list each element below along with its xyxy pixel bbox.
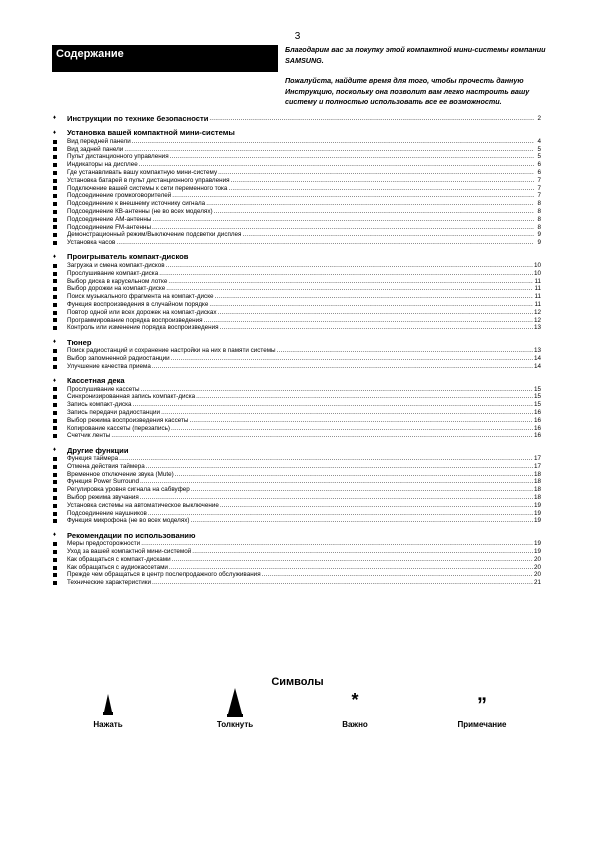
toc-page-number: 12	[533, 316, 541, 324]
dot-leader	[191, 486, 533, 494]
toc-page-number: 8	[537, 200, 541, 208]
toc-page-number: 7	[537, 176, 541, 184]
toc-page-number: 4	[537, 137, 541, 145]
diamond-bullet-icon: ♦	[53, 339, 57, 346]
toc-entry-label: Вид передней панели	[67, 137, 131, 145]
toc-entry-label: Функция Power Surround	[67, 478, 139, 486]
toc-page-number: 20	[533, 571, 541, 579]
toc-section-title: Кассетная дека	[67, 376, 125, 386]
dot-leader	[132, 138, 534, 146]
toc-entry-label: Загрузка и смена компакт-дисков	[67, 261, 165, 269]
toc-entry[interactable]	[53, 285, 541, 293]
toc-page-number: 19	[533, 540, 541, 548]
square-bullet-icon	[53, 301, 67, 309]
toc-section-title: Установка вашей компактной мини-системы	[67, 128, 235, 138]
square-bullet-icon	[53, 579, 67, 587]
square-bullet-icon	[53, 386, 67, 394]
toc-entry[interactable]	[53, 231, 541, 239]
dot-leader	[168, 278, 533, 286]
square-bullet-icon	[53, 153, 67, 161]
toc-entry-label: Где устанавливать вашу компактную мини-систему	[67, 168, 218, 176]
toc-page-number: 16	[533, 416, 541, 424]
dot-leader	[140, 478, 533, 486]
toc-entry[interactable]	[53, 556, 541, 564]
toc-page-number: 16	[533, 432, 541, 440]
dot-leader	[218, 169, 534, 177]
toc-entry[interactable]	[53, 324, 541, 332]
toc-entry[interactable]	[53, 540, 541, 548]
square-bullet-icon	[53, 401, 67, 409]
dot-leader	[133, 401, 533, 409]
square-bullet-icon	[53, 355, 67, 363]
symbol-label: Нажать	[93, 720, 123, 729]
square-bullet-icon	[53, 239, 67, 247]
toc-section-title: Инструкции по технике безопасности	[67, 114, 209, 123]
symbols-title: Символы	[271, 676, 324, 688]
square-bullet-icon	[53, 510, 67, 518]
toc-page-number: 20	[533, 563, 541, 571]
toc-entry-label: Повтор одной или всех дорожек на компакт-дисках	[67, 308, 217, 316]
toc-entry[interactable]	[53, 579, 541, 587]
toc-entry-label: Технические характеристики	[67, 579, 152, 587]
toc-entry[interactable]	[53, 401, 541, 409]
square-bullet-icon	[53, 324, 67, 332]
toc-entry-label: Пульт дистанционного управления	[67, 153, 169, 161]
square-bullet-icon	[53, 425, 67, 433]
intro-please-read: Пожалуйста, найдите время для того, чтобы прочесть данную Инструкцию, поскольку она позволит вам легко настроить вашу систему и полностью использовать все ее возможности.	[285, 76, 530, 106]
toc-entry-label: Прослушивание кассеты	[67, 385, 140, 393]
toc-section-heading[interactable]	[53, 252, 541, 262]
toc-entry[interactable]	[53, 486, 541, 494]
square-bullet-icon	[53, 200, 67, 208]
dot-leader	[209, 301, 533, 309]
toc-page-number: 5	[537, 145, 541, 153]
toc-entry-label: Подсоединение громкоговорителей	[67, 192, 172, 200]
dot-leader	[262, 571, 533, 579]
toc-entry-label: Регулировка уровня сигнала на сабвуфер	[67, 486, 190, 494]
toc-entry-label: Подсоединение к внешнему источнику сигнала	[67, 200, 206, 208]
square-bullet-icon	[53, 417, 67, 425]
toc-page-number: 21	[533, 579, 541, 587]
dot-leader	[146, 463, 533, 471]
toc-section	[53, 337, 541, 370]
square-bullet-icon	[53, 347, 67, 355]
toc-entry-label: Уход за вашей компактной мини-системой	[67, 548, 192, 556]
toc-page-number: 20	[533, 555, 541, 563]
toc-section	[53, 445, 541, 525]
toc-page-number: 8	[537, 215, 541, 223]
toc-entry-label: Отмена действия таймера	[67, 462, 145, 470]
dot-leader	[189, 417, 533, 425]
press-icon	[78, 690, 138, 718]
toc-entry[interactable]	[53, 455, 541, 463]
dot-leader	[218, 309, 533, 317]
square-bullet-icon	[53, 363, 67, 371]
toc-page-number: 8	[537, 223, 541, 231]
dot-leader	[139, 161, 534, 169]
symbol-press	[78, 690, 138, 729]
square-bullet-icon	[53, 270, 67, 278]
dot-leader	[214, 208, 534, 216]
toc-entry[interactable]	[53, 192, 541, 200]
toc-entry[interactable]	[53, 153, 541, 161]
dot-leader	[166, 285, 533, 293]
diamond-bullet-icon: ♦	[53, 377, 57, 384]
dot-leader	[170, 153, 534, 161]
square-bullet-icon	[53, 393, 67, 401]
square-bullet-icon	[53, 161, 67, 169]
toc-entry[interactable]	[53, 548, 541, 556]
symbol-label: Важно	[342, 720, 368, 729]
toc-page-number: 14	[533, 362, 541, 370]
square-bullet-icon	[53, 494, 67, 502]
toc-page-number: 11	[534, 285, 541, 293]
toc-entry-label: Выбор режима воспроизведения кассеты	[67, 416, 189, 424]
toc-page-number: 11	[534, 293, 541, 301]
toc-section-title: Другие функции	[67, 445, 129, 455]
square-bullet-icon	[53, 540, 67, 548]
toc-section-heading[interactable]	[53, 445, 541, 455]
symbol-label: Примечание	[457, 720, 507, 729]
toc-entry[interactable]	[53, 417, 541, 425]
dot-leader	[111, 432, 533, 440]
toc-entry[interactable]	[53, 463, 541, 471]
toc-entry-label: Подсоединение наушников	[67, 509, 147, 517]
square-bullet-icon	[53, 293, 67, 301]
diamond-bullet-icon: ♦	[53, 129, 57, 136]
toc-entry[interactable]	[53, 301, 541, 309]
toc-entry[interactable]	[53, 386, 541, 394]
toc-section-heading[interactable]	[53, 128, 541, 138]
toc-section-title: Проигрыватель компакт-дисков	[67, 252, 189, 262]
square-bullet-icon	[53, 138, 67, 146]
square-bullet-icon	[53, 517, 67, 525]
toc-entry[interactable]	[53, 510, 541, 518]
square-bullet-icon	[53, 224, 67, 232]
toc-entry[interactable]	[53, 363, 541, 371]
toc-entry[interactable]	[53, 138, 541, 146]
toc-entry[interactable]	[53, 169, 541, 177]
toc-entry-label: Функция воспроизведения в случайном порядке	[67, 300, 209, 308]
toc-entry[interactable]	[53, 471, 541, 479]
toc-entry-label: Поиск радиостанций и сохранение настройки на них в памяти системы	[67, 347, 276, 355]
contents-header	[52, 45, 278, 72]
asterisk-icon: *	[351, 690, 359, 710]
toc-section	[53, 115, 541, 123]
push-icon	[200, 690, 270, 718]
toc-page-number: 16	[533, 408, 541, 416]
square-bullet-icon	[53, 564, 67, 572]
toc-entry-label: Выбор диска в карусельном лотке	[67, 277, 168, 285]
toc-entry-label: Временное отключение звука (Mute)	[67, 470, 174, 478]
toc-page-number: 15	[533, 385, 541, 393]
toc-entry-label: Улучшение качества приема	[67, 362, 151, 370]
square-bullet-icon	[53, 208, 67, 216]
toc-page-number: 6	[537, 161, 541, 169]
toc-entry-label: Подключение вашей системы к сети переменного тока	[67, 184, 228, 192]
table-of-contents	[53, 115, 541, 587]
toc-entry[interactable]	[53, 517, 541, 525]
toc-page-number: 17	[533, 455, 541, 463]
toc-entry-label: Копирование кассеты (перезапись)	[67, 424, 170, 432]
dot-leader	[152, 216, 534, 224]
toc-entry-label: Как обращаться с аудиокассетами	[67, 563, 168, 571]
diamond-bullet-icon: ♦	[53, 253, 57, 260]
dot-leader	[152, 363, 533, 371]
dot-leader	[206, 200, 534, 208]
square-bullet-icon	[53, 556, 67, 564]
toc-page-number: 15	[533, 401, 541, 409]
toc-entry-label: Запись передачи радиостанции	[67, 408, 161, 416]
square-bullet-icon	[53, 548, 67, 556]
square-bullet-icon	[53, 169, 67, 177]
dot-leader	[166, 262, 533, 270]
symbol-important	[325, 690, 385, 729]
dot-leader	[119, 455, 533, 463]
toc-entry-label: Подсоединение FM-антенны	[67, 223, 152, 231]
square-bullet-icon	[53, 463, 67, 471]
toc-page-number: 18	[533, 494, 541, 502]
square-bullet-icon	[53, 571, 67, 579]
dot-leader	[215, 293, 534, 301]
toc-entry[interactable]	[53, 200, 541, 208]
toc-entry-label: Функция микрофона (не во всех моделях)	[67, 517, 190, 525]
quote-icon: „	[477, 682, 487, 705]
toc-entry[interactable]	[53, 425, 541, 433]
toc-entry[interactable]	[53, 494, 541, 502]
toc-page-number: 7	[537, 192, 541, 200]
square-bullet-icon	[53, 317, 67, 325]
toc-page-number: 18	[533, 486, 541, 494]
toc-page-number: 6	[537, 168, 541, 176]
toc-entry-label: Прежде чем обращаться в центр послепродажного обслуживания	[67, 571, 261, 579]
dot-leader	[191, 517, 533, 525]
toc-section	[53, 530, 541, 587]
diamond-bullet-icon: ♦	[53, 115, 57, 121]
toc-entry-label: Подсоединение АМ-антенны	[67, 215, 152, 223]
toc-entry-label: Счетчик ленты	[67, 432, 111, 440]
dot-leader	[152, 579, 533, 587]
toc-section-title: Рекомендации по использованию	[67, 530, 196, 540]
toc-section-title: Тюнер	[67, 337, 92, 347]
toc-page-number: 11	[534, 277, 541, 285]
toc-section	[53, 252, 541, 332]
toc-section-heading[interactable]	[53, 337, 541, 347]
toc-page-number: 9	[537, 239, 541, 247]
toc-entry[interactable]	[53, 161, 541, 169]
toc-page-number: 10	[533, 269, 541, 277]
square-bullet-icon	[53, 478, 67, 486]
toc-page-number: 19	[533, 517, 541, 525]
toc-page-number: 12	[533, 308, 541, 316]
toc-entry[interactable]	[53, 177, 541, 185]
square-bullet-icon	[53, 146, 67, 154]
dot-leader	[228, 185, 534, 193]
toc-page-number: 8	[537, 207, 541, 215]
symbol-label: Толкнуть	[216, 720, 254, 729]
dot-leader	[116, 239, 534, 247]
square-bullet-icon	[53, 409, 67, 417]
dot-leader	[171, 425, 533, 433]
toc-entry[interactable]	[53, 571, 541, 579]
toc-page-number: 17	[533, 462, 541, 470]
dot-leader	[159, 270, 533, 278]
toc-entry-label: Установка батарей в пульт дистанционного управления	[67, 176, 230, 184]
contents-title: Содержание	[56, 48, 124, 60]
square-bullet-icon	[53, 262, 67, 270]
toc-section-heading[interactable]	[53, 530, 541, 540]
toc-page-number: 15	[533, 393, 541, 401]
dot-leader	[220, 502, 533, 510]
toc-entry-label: Выбор запомненной радиостанции	[67, 354, 170, 362]
dot-leader	[161, 409, 533, 417]
toc-entry[interactable]	[53, 208, 541, 216]
square-bullet-icon	[53, 471, 67, 479]
toc-entry-label: Синхронизированная запись компакт-диска	[67, 393, 196, 401]
page-number: 3	[294, 31, 301, 42]
toc-page-number: 13	[533, 324, 541, 332]
toc-page-number: 5	[537, 153, 541, 161]
dot-leader	[196, 393, 533, 401]
toc-entry-label: Выбор дорожки на компакт-диске	[67, 285, 166, 293]
toc-page-number: 18	[533, 478, 541, 486]
square-bullet-icon	[53, 309, 67, 317]
square-bullet-icon	[53, 486, 67, 494]
toc-entry-label: Прослушивание компакт-диска	[67, 269, 159, 277]
dot-leader	[209, 115, 534, 123]
square-bullet-icon	[53, 192, 67, 200]
toc-entry-label: Запись компакт-диска	[67, 401, 132, 409]
dot-leader	[192, 548, 533, 556]
toc-page-number: 14	[533, 354, 541, 362]
toc-entry-label: Индикаторы на дисплее	[67, 161, 138, 169]
dot-leader	[204, 317, 533, 325]
toc-entry-label: Подсоединение КВ-антенны (не во всех моделях)	[67, 207, 213, 215]
toc-entry-label: Программирование порядка воспроизведения	[67, 316, 203, 324]
dot-leader	[141, 386, 533, 394]
square-bullet-icon	[53, 285, 67, 293]
toc-page-number: 19	[533, 501, 541, 509]
dot-leader	[220, 324, 533, 332]
toc-section-heading[interactable]	[53, 376, 541, 386]
intro-thanks: Благодарим вас за покупку этой компактной мини-системы компании SAMSUNG.	[285, 45, 546, 65]
toc-page-number: 13	[533, 347, 541, 355]
toc-entry[interactable]	[53, 309, 541, 317]
dot-leader	[172, 556, 533, 564]
toc-section	[53, 376, 541, 441]
toc-entry-label: Установка часов	[67, 239, 116, 247]
toc-page-number: 7	[537, 184, 541, 192]
dot-leader	[277, 347, 533, 355]
toc-entry[interactable]	[53, 146, 541, 154]
toc-page-number: 16	[533, 424, 541, 432]
toc-entry-label: Как обращаться с компакт-дисками	[67, 555, 171, 563]
dot-leader	[175, 471, 533, 479]
dot-leader	[242, 231, 534, 239]
toc-page-number: 11	[534, 300, 541, 308]
toc-entry-label: Выбор режима звучания	[67, 494, 139, 502]
toc-entry-label: Установка системы на автоматическое выключение	[67, 501, 219, 509]
toc-page-number: 19	[533, 548, 541, 556]
symbol-note	[447, 682, 517, 729]
dot-leader	[172, 192, 534, 200]
toc-entry[interactable]	[53, 216, 541, 224]
dot-leader	[141, 540, 533, 548]
diamond-bullet-icon: ♦	[53, 447, 57, 454]
toc-entry[interactable]	[53, 262, 541, 270]
dot-leader	[124, 146, 534, 154]
toc-entry-label: Демонстрационный режим/Выключение подсветки дисплея	[67, 231, 242, 239]
toc-entry-label: Поиск музыкального фрагмента на компакт-диске	[67, 293, 214, 301]
toc-entry-label: Функция таймера	[67, 455, 119, 463]
toc-section	[53, 128, 541, 247]
toc-entry[interactable]	[53, 317, 541, 325]
square-bullet-icon	[53, 177, 67, 185]
toc-page-number: 19	[533, 509, 541, 517]
toc-page-number: 2	[537, 115, 541, 122]
toc-entry-label: Контроль или изменение порядка воспроизведения	[67, 324, 219, 332]
toc-entry[interactable]	[53, 355, 541, 363]
toc-entry[interactable]	[53, 293, 541, 301]
square-bullet-icon	[53, 216, 67, 224]
toc-page-number: 9	[537, 231, 541, 239]
toc-section-heading[interactable]	[53, 115, 541, 123]
toc-entry[interactable]	[53, 393, 541, 401]
toc-entry[interactable]	[53, 347, 541, 355]
toc-page-number: 10	[533, 261, 541, 269]
square-bullet-icon	[53, 231, 67, 239]
intro-text	[285, 45, 555, 118]
toc-entry[interactable]	[53, 239, 541, 247]
dot-leader	[231, 177, 534, 185]
square-bullet-icon	[53, 455, 67, 463]
dot-leader	[148, 510, 533, 518]
square-bullet-icon	[53, 432, 67, 440]
square-bullet-icon	[53, 185, 67, 193]
toc-entry-label: Вид задней панели	[67, 145, 124, 153]
square-bullet-icon	[53, 502, 67, 510]
dot-leader	[140, 494, 533, 502]
toc-entry[interactable]	[53, 409, 541, 417]
square-bullet-icon	[53, 278, 67, 286]
toc-entry-label: Меры предосторожности	[67, 540, 141, 548]
toc-entry[interactable]	[53, 432, 541, 440]
diamond-bullet-icon: ♦	[53, 532, 57, 539]
toc-page-number: 18	[533, 470, 541, 478]
toc-entry[interactable]	[53, 270, 541, 278]
symbol-push	[200, 690, 270, 729]
dot-leader	[171, 355, 533, 363]
toc-entry[interactable]	[53, 502, 541, 510]
